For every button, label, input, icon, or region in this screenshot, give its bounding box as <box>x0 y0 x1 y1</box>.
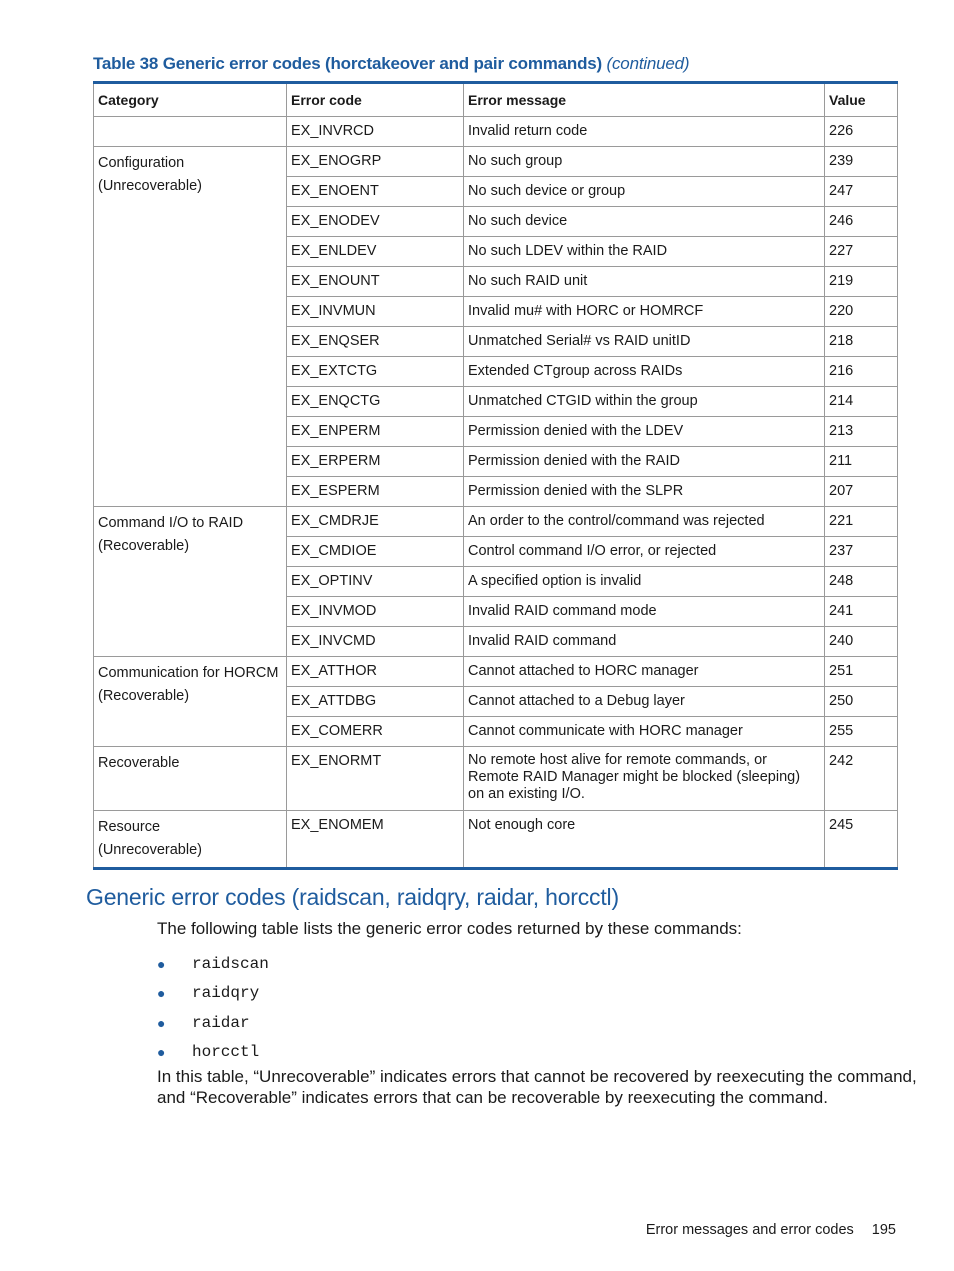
error-message-cell: Permission denied with the RAID <box>464 447 825 477</box>
error-code-cell: EX_ESPERM <box>287 477 464 507</box>
error-code-cell: EX_INVRCD <box>287 117 464 147</box>
error-code-cell: EX_OPTINV <box>287 567 464 597</box>
value-cell: 239 <box>825 147 898 177</box>
category-cell <box>94 811 287 869</box>
error-message-cell: Invalid return code <box>464 117 825 147</box>
error-message-cell: No such device <box>464 207 825 237</box>
error-message-cell: Permission denied with the SLPR <box>464 477 825 507</box>
error-message-cell: Unmatched CTGID within the group <box>464 387 825 417</box>
table-row <box>94 747 898 811</box>
value-cell: 255 <box>825 717 898 747</box>
value-cell: 240 <box>825 627 898 657</box>
table-row <box>94 147 898 177</box>
list-item <box>157 979 269 1009</box>
error-code-cell: EX_ENLDEV <box>287 237 464 267</box>
error-message-cell: Not enough core <box>464 811 825 869</box>
value-cell: 237 <box>825 537 898 567</box>
error-code-cell: EX_EXTCTG <box>287 357 464 387</box>
bullet-icon: ● <box>157 985 166 1002</box>
error-message-cell: No such LDEV within the RAID <box>464 237 825 267</box>
command-name: horcctl <box>192 1043 260 1062</box>
table-row <box>94 811 898 869</box>
error-code-cell: EX_CMDRJE <box>287 507 464 537</box>
value-cell: 220 <box>825 297 898 327</box>
error-code-cell: EX_ENODEV <box>287 207 464 237</box>
category-line: Command I/O to RAID <box>98 515 244 531</box>
error-code-cell: EX_INVCMD <box>287 627 464 657</box>
category-cell <box>94 507 287 657</box>
error-message-cell: Cannot attached to HORC manager <box>464 657 825 687</box>
error-code-cell: EX_INVMUN <box>287 297 464 327</box>
category-line: (Unrecoverable) <box>98 178 202 194</box>
category-line: Recoverable <box>98 755 180 771</box>
header-value: Value <box>825 83 898 117</box>
category-line: (Recoverable) <box>98 688 190 704</box>
section-paragraph: In this table, “Unrecoverable” indicates errors that cannot be recovered by reexecuting the command, and “Recoverable” indicates errors that can be recoverable by reexecuting the command. <box>157 1067 917 1107</box>
header-error-code: Error code <box>287 83 464 117</box>
header-category: Category <box>94 83 287 117</box>
error-code-cell: EX_ENQSER <box>287 327 464 357</box>
value-cell: 250 <box>825 687 898 717</box>
value-cell: 213 <box>825 417 898 447</box>
command-name: raidqry <box>192 984 260 1003</box>
error-code-cell: EX_CMDIOE <box>287 537 464 567</box>
value-cell: 251 <box>825 657 898 687</box>
section-title: Generic error codes (raidscan, raidqry, raidar, horcctl) <box>86 884 619 910</box>
category-cell <box>94 657 287 747</box>
value-cell: 218 <box>825 327 898 357</box>
error-message-cell: Extended CTgroup across RAIDs <box>464 357 825 387</box>
value-cell: 226 <box>825 117 898 147</box>
error-message-cell: No such group <box>464 147 825 177</box>
value-cell: 219 <box>825 267 898 297</box>
table-row <box>94 507 898 537</box>
bullet-icon: ● <box>157 1044 166 1061</box>
value-cell: 214 <box>825 387 898 417</box>
value-cell: 247 <box>825 177 898 207</box>
value-cell: 216 <box>825 357 898 387</box>
header-error-message: Error message <box>464 83 825 117</box>
value-cell: 245 <box>825 811 898 869</box>
error-code-cell: EX_COMERR <box>287 717 464 747</box>
error-code-cell: EX_ENQCTG <box>287 387 464 417</box>
footer-chapter: Error messages and error codes <box>645 1222 854 1238</box>
category-line: Communication for HORCM <box>98 665 279 681</box>
error-code-cell: EX_ENPERM <box>287 417 464 447</box>
table-body <box>94 117 898 869</box>
error-message-cell: Cannot communicate with HORC manager <box>464 717 825 747</box>
table-row <box>94 657 898 687</box>
table-caption <box>93 54 689 74</box>
table-caption-continued: (continued) <box>606 54 690 73</box>
error-message-cell: No such device or group <box>464 177 825 207</box>
error-code-cell: EX_ENORMT <box>287 747 464 811</box>
value-cell: 246 <box>825 207 898 237</box>
category-line: Resource <box>98 819 161 835</box>
page-footer <box>646 1222 896 1238</box>
error-message-cell: No such RAID unit <box>464 267 825 297</box>
table-caption-title: Table 38 Generic error codes (horctakeover and pair commands) <box>93 54 603 73</box>
value-cell: 242 <box>825 747 898 811</box>
table-row <box>94 117 898 147</box>
error-code-cell: EX_ENOMEM <box>287 811 464 869</box>
table-header-row <box>94 83 898 117</box>
command-list <box>157 949 269 1067</box>
error-code-cell: EX_ENOENT <box>287 177 464 207</box>
category-cell <box>94 147 287 507</box>
value-cell: 221 <box>825 507 898 537</box>
section-intro: The following table lists the generic error codes returned by these commands: <box>157 919 742 938</box>
error-code-cell: EX_ENOGRP <box>287 147 464 177</box>
error-code-cell: EX_ENOUNT <box>287 267 464 297</box>
error-message-cell: Invalid mu# with HORC or HOMRCF <box>464 297 825 327</box>
error-message-cell: Invalid RAID command mode <box>464 597 825 627</box>
category-line: Configuration <box>98 155 185 171</box>
category-line: (Recoverable) <box>98 538 190 554</box>
error-code-cell: EX_INVMOD <box>287 597 464 627</box>
error-message-cell: Permission denied with the LDEV <box>464 417 825 447</box>
bullet-icon: ● <box>157 955 166 972</box>
error-code-cell: EX_ERPERM <box>287 447 464 477</box>
page-number: 195 <box>871 1222 896 1238</box>
error-message-cell: Cannot attached to a Debug layer <box>464 687 825 717</box>
command-name: raidscan <box>192 954 269 973</box>
value-cell: 211 <box>825 447 898 477</box>
error-message-cell: Invalid RAID command <box>464 627 825 657</box>
error-message-cell: An order to the control/command was rejected <box>464 507 825 537</box>
error-message-cell: A specified option is invalid <box>464 567 825 597</box>
error-codes-table <box>93 81 898 870</box>
value-cell: 227 <box>825 237 898 267</box>
list-item <box>157 949 269 979</box>
list-item <box>157 1008 269 1038</box>
bullet-icon: ● <box>157 1014 166 1031</box>
error-message-cell: Unmatched Serial# vs RAID unitID <box>464 327 825 357</box>
command-name: raidar <box>192 1013 250 1032</box>
error-code-cell: EX_ATTHOR <box>287 657 464 687</box>
error-message-cell: Control command I/O error, or rejected <box>464 537 825 567</box>
value-cell: 241 <box>825 597 898 627</box>
value-cell: 207 <box>825 477 898 507</box>
error-code-cell: EX_ATTDBG <box>287 687 464 717</box>
category-line: (Unrecoverable) <box>98 842 202 858</box>
list-item <box>157 1038 269 1068</box>
error-message-cell: No remote host alive for remote commands, or Remote RAID Manager might be blocked (sleeping) on an existing I/O. <box>464 747 825 811</box>
category-cell <box>94 747 287 811</box>
category-cell <box>94 117 287 147</box>
value-cell: 248 <box>825 567 898 597</box>
